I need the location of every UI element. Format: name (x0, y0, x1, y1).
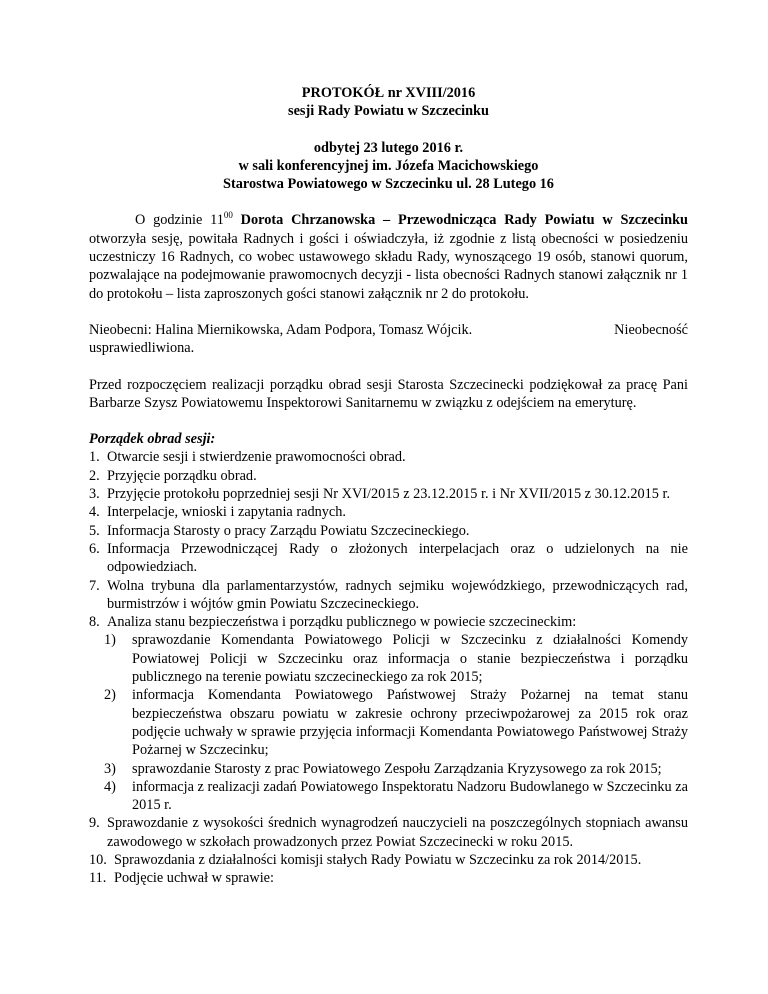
agenda-list (89, 448, 688, 887)
agenda-subitem: 3) sprawozdanie Starosty z prac Powiatowego Zespołu Zarządzania Kryzysowego za rok 2015; (104, 760, 662, 777)
protocol-title: PROTOKÓŁ nr XVIII/2016 (301, 85, 476, 101)
chairwoman-name: Dorota Chrzanowska – Przewodnicząca Rady Powiatu w Szczecinku (240, 212, 688, 229)
absent-names: Nieobecni: Halina Miernikowska, Adam Podpora, Tomasz Wójcik. (89, 321, 473, 338)
agenda-item: 8. Analiza stanu bezpieczeństwa i porządku publicznego w powiecie szczecineckim: 1) sprawozdanie Komendanta Powiatowego Policji w Szczecinku z działalności Komendy Powiatowej Policji w Szczecinku oraz informacja o stanie bezpieczeństwa i porządku publicznego na terenie powiatu szczecineckiego za rok 2015; 2) informacja Komendanta Powiatowego Państwowej Straży Pożarnej na temat stanu bezpieczeństwa obszaru powiatu w zakresie ochrony przeciwpożarowej za 2015 rok oraz podjęcie uchwały w sprawie przyjęcia informacji Komendanta Powiatowego Państwowej Straży Pożarnej w Szczecinku; 3) sprawozdanie Starosty z prac Powiatowego Zespołu Zarządzania Kryzysowego za rok 2015; 4) informacja z realizacji zadań Powiatowego Inspektoratu Nadzoru Budowlanego w Szczecinku za 2015 r. (89, 614, 688, 814)
document-header (89, 84, 688, 193)
session-date: odbytej 23 lutego 2016 r. (313, 139, 464, 156)
agenda-item: 6. Informacja Przewodniczącej Rady o złożonych interpelacjach oraz o udzielonych na nie odpowiedziach. (89, 540, 688, 576)
agenda-subitem: 1) sprawozdanie Komendanta Powiatowego Policji w Szczecinku z działalności Komendy Powiatowej Policji w Szczecinku oraz informacja o stanie bezpieczeństwa i porządku publicznego na terenie powiatu szczecineckiego za rok 2015; (104, 632, 688, 686)
opening-prefix: O godzinie 11 (135, 212, 224, 229)
agenda-item: 4. Interpelacje, wnioski i zapytania radnych. (89, 504, 346, 521)
agenda-item: 11. Podjęcie uchwał w sprawie: (89, 870, 274, 887)
absent-note-start: Nieobecność (614, 321, 688, 338)
opening-time-minutes: 00 (223, 210, 233, 221)
agenda-title: Porządek obrad sesji: (89, 431, 216, 448)
agenda-subitem: 4) informacja z realizacji zadań Powiatowego Inspektoratu Nadzoru Budowlanego w Szczecinku za 2015 r. (104, 778, 688, 814)
agenda-item: 1. Otwarcie sesji i stwierdzenie prawomocności obrad. (89, 449, 406, 466)
agenda-item: 5. Informacja Starosty o pracy Zarządu Powiatu Szczecineckiego. (89, 522, 470, 539)
agenda-subitem: 2) informacja Komendanta Powiatowego Państwowej Straży Pożarnej na temat stanu bezpieczeństwa obszaru powiatu w zakresie ochrony przeciwpożarowej za 2015 rok oraz podjęcie uchwały w sprawie przyjęcia informacji Komendanta Powiatowego Państwowej Straży Pożarnej w Szczecinku; (104, 687, 688, 759)
agenda-item: 3. Przyjęcie protokołu poprzedniej sesji Nr XVI/2015 z 23.12.2015 r. i Nr XVII/2015 z 30.12.2015 r. (89, 486, 671, 503)
protocol-subtitle: sesji Rady Powiatu w Szczecinku (288, 103, 489, 120)
agenda-item: 2. Przyjęcie porządku obrad. (89, 467, 257, 484)
thanks-paragraph: Przed rozpoczęciem realizacji porządku obrad sesji Starosta Szczecinecki podziękował za pracę Pani Barbarze Szysz Powiatowemu Inspektorowi Sanitarnemu w związku z odejściem na emeryturę. (89, 376, 688, 411)
agenda-item: 7. Wolna trybuna dla parlamentarzystów, radnych sejmiku wojewódzkiego, przewodniczących rad, burmistrzów i wójtów gmin Powiatu Szczecineckiego. (89, 577, 688, 612)
agenda-item: 10. Sprawozdania z działalności komisji stałych Rady Powiatu w Szczecinku za rok 2014/2015. (89, 851, 642, 868)
agenda-item: 9. Sprawozdanie z wysokości średnich wynagrodzeń nauczycieli na poszczególnych stopniach awansu zawodowego w szkołach prowadzonych przez Powiat Szczecinecki w roku 2015. (89, 815, 688, 850)
session-place-line1: w sali konferencyjnej im. Józefa Macichowskiego (238, 157, 539, 174)
absent-paragraph (89, 321, 688, 358)
opening-paragraph (89, 211, 688, 302)
session-place-line2: Starostwa Powiatowego w Szczecinku ul. 28 Lutego 16 (223, 176, 554, 193)
opening-text: otworzyła sesję, powitała Radnych i gości i oświadczyła, iż zgodnie z listą obecności w posiedzeniu uczestniczy 16 Radnych, co wobec ustawowego składu Rady, wynoszącego 19 osób, stanowi quorum, pozwalające na podejmowanie prawomocnych decyzji - lista obecności Radnych stanowi załącznik nr 1 do protokołu – lista zaproszonych gości stanowi załącznik nr 2 do protokołu. (89, 230, 688, 302)
agenda-sublist (89, 631, 688, 814)
absent-note-end: usprawiedliwiona. (89, 340, 195, 357)
